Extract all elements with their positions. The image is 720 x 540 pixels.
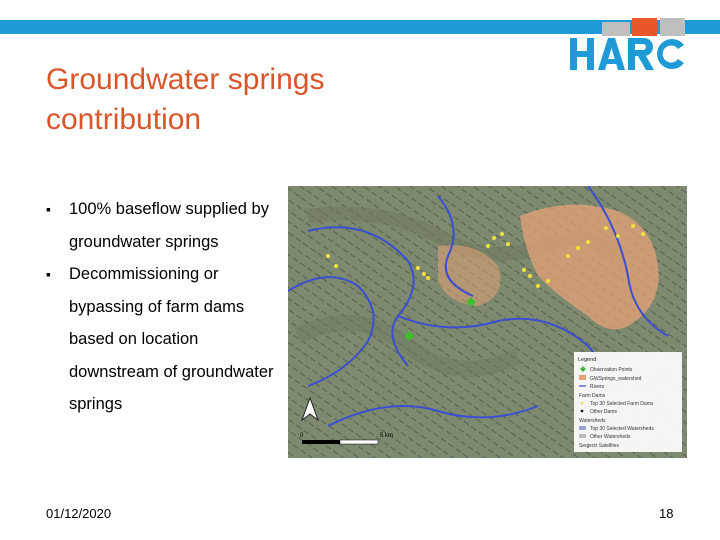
bullet-list <box>46 193 281 421</box>
legend-item: Rivers <box>590 384 605 390</box>
legend-item: Seqjectr Satellites <box>579 443 620 449</box>
legend-other-dams-icon <box>581 410 584 413</box>
legend-watershed-swatch <box>579 375 586 380</box>
bullet-square-icon: ▪ <box>46 201 51 217</box>
legend-item: Top 30 Selected Farm Dams <box>590 401 654 407</box>
bullet-text: Decommissioning or bypassing of farm dams based on location downstream of groundwater springs <box>69 265 274 413</box>
legend-item: GWSprings_watershed <box>590 376 642 382</box>
harc-logo <box>568 18 686 74</box>
slide-title <box>46 60 466 140</box>
bullet-item <box>46 258 281 421</box>
legend-item: Other Watersheds <box>590 434 631 440</box>
groundwater-springs-map <box>288 186 687 458</box>
slide-page-number: 18 <box>659 506 674 521</box>
legend-item: Observation Points <box>590 367 633 373</box>
legend-item: Top 30 Selected Watersheds <box>590 426 654 432</box>
legend-title: Legend <box>578 357 597 363</box>
scale-zero-label: 0 <box>300 433 304 439</box>
title-line-2: contribution <box>46 103 202 136</box>
legend-item: Watersheds <box>579 418 606 424</box>
legend-top-watershed-swatch <box>579 426 586 430</box>
legend-item: Farm Dams <box>579 393 606 399</box>
bullet-text: 100% baseflow supplied by groundwater springs <box>69 200 269 251</box>
slide-date: 01/12/2020 <box>46 506 112 521</box>
map-legend <box>574 352 682 452</box>
legend-top-dams-icon <box>581 402 584 405</box>
legend-item: Other Dams <box>590 409 617 415</box>
title-line-1: Groundwater springs <box>46 63 325 96</box>
legend-other-watershed-swatch <box>579 434 586 438</box>
bullet-square-icon: ▪ <box>46 266 51 282</box>
scale-label: 5 km <box>380 433 394 439</box>
bullet-item <box>46 193 281 258</box>
